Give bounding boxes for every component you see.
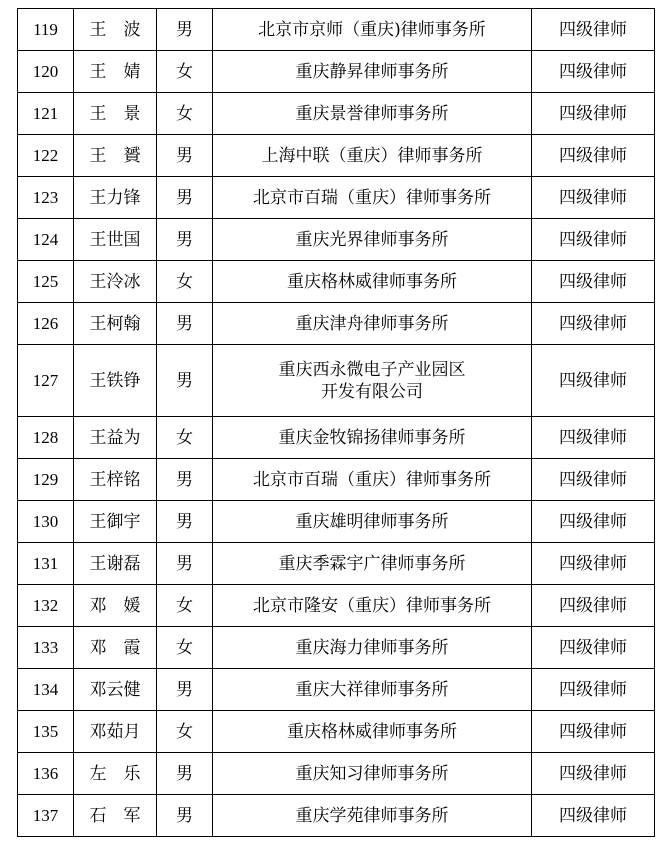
law-firm-line: 重庆季霖宇广律师事务所 — [278, 553, 466, 574]
lawyer-gender: 男 — [157, 459, 213, 501]
law-firm — [213, 135, 532, 177]
lawyer-name: 王谢磊 — [74, 543, 157, 585]
row-number: 123 — [18, 177, 74, 219]
law-firm-line: 重庆海力律师事务所 — [295, 637, 449, 658]
law-firm — [213, 585, 532, 627]
lawyer-name: 邓云健 — [74, 669, 157, 711]
table-row — [18, 417, 655, 459]
lawyer-gender: 女 — [157, 93, 213, 135]
row-number: 126 — [18, 303, 74, 345]
lawyer-level: 四级律师 — [532, 501, 655, 543]
lawyer-name: 邓 霞 — [74, 627, 157, 669]
table-row — [18, 795, 655, 837]
law-firm — [213, 459, 532, 501]
table-row — [18, 669, 655, 711]
law-firm-line: 重庆西永微电子产业园区 — [278, 359, 466, 380]
law-firm — [213, 501, 532, 543]
table-row — [18, 51, 655, 93]
law-firm — [213, 9, 532, 51]
row-number: 132 — [18, 585, 74, 627]
table-row — [18, 177, 655, 219]
lawyer-gender: 男 — [157, 303, 213, 345]
law-firm — [213, 219, 532, 261]
law-firm — [213, 669, 532, 711]
row-number: 130 — [18, 501, 74, 543]
law-firm-line: 重庆雄明律师事务所 — [295, 511, 449, 532]
lawyer-gender: 女 — [157, 261, 213, 303]
row-number: 127 — [18, 345, 74, 417]
lawyer-gender: 男 — [157, 669, 213, 711]
law-firm — [213, 417, 532, 459]
law-firm-line: 重庆光界律师事务所 — [295, 229, 449, 250]
law-firm-line: 重庆金牧锦扬律师事务所 — [278, 427, 466, 448]
row-number: 119 — [18, 9, 74, 51]
lawyer-name: 王铁铮 — [74, 345, 157, 417]
lawyer-name: 王梓铭 — [74, 459, 157, 501]
lawyer-gender: 女 — [157, 711, 213, 753]
lawyer-name: 王 婧 — [74, 51, 157, 93]
law-firm-line: 重庆津舟律师事务所 — [295, 313, 449, 334]
law-firm-line: 北京市隆安（重庆）律师事务所 — [253, 595, 491, 616]
lawyer-gender: 男 — [157, 177, 213, 219]
row-number: 136 — [18, 753, 74, 795]
lawyer-gender: 男 — [157, 795, 213, 837]
lawyer-level: 四级律师 — [532, 711, 655, 753]
lawyer-name: 王力锋 — [74, 177, 157, 219]
lawyer-gender: 男 — [157, 135, 213, 177]
row-number: 135 — [18, 711, 74, 753]
table-row — [18, 501, 655, 543]
law-firm — [213, 303, 532, 345]
lawyer-name: 王泠冰 — [74, 261, 157, 303]
lawyer-gender: 男 — [157, 345, 213, 417]
lawyer-name: 邓茹月 — [74, 711, 157, 753]
table-row — [18, 459, 655, 501]
law-firm-line: 北京市百瑞（重庆）律师事务所 — [253, 469, 491, 490]
table-row — [18, 261, 655, 303]
lawyer-gender: 女 — [157, 585, 213, 627]
law-firm-line: 重庆静昇律师事务所 — [295, 61, 449, 82]
table-row — [18, 219, 655, 261]
row-number: 137 — [18, 795, 74, 837]
table-row — [18, 93, 655, 135]
lawyer-level: 四级律师 — [532, 585, 655, 627]
law-firm — [213, 795, 532, 837]
table-row — [18, 627, 655, 669]
table-row — [18, 585, 655, 627]
law-firm — [213, 345, 532, 417]
row-number: 120 — [18, 51, 74, 93]
law-firm-line: 上海中联（重庆）律师事务所 — [261, 145, 483, 166]
lawyer-name: 王 波 — [74, 9, 157, 51]
lawyer-level: 四级律师 — [532, 753, 655, 795]
row-number: 125 — [18, 261, 74, 303]
law-firm-line: 北京市百瑞（重庆）律师事务所 — [253, 187, 491, 208]
lawyer-gender: 男 — [157, 753, 213, 795]
table-row — [18, 753, 655, 795]
lawyer-level: 四级律师 — [532, 543, 655, 585]
row-number: 128 — [18, 417, 74, 459]
lawyer-gender: 男 — [157, 543, 213, 585]
row-number: 129 — [18, 459, 74, 501]
row-number: 131 — [18, 543, 74, 585]
law-firm — [213, 543, 532, 585]
lawyer-level: 四级律师 — [532, 51, 655, 93]
lawyer-level: 四级律师 — [532, 459, 655, 501]
lawyer-gender: 男 — [157, 501, 213, 543]
law-firm-line: 重庆知习律师事务所 — [295, 763, 449, 784]
law-firm-line: 重庆格林威律师事务所 — [287, 721, 457, 742]
lawyer-level: 四级律师 — [532, 795, 655, 837]
lawyer-gender: 女 — [157, 51, 213, 93]
law-firm-line: 开发有限公司 — [321, 381, 423, 402]
lawyer-gender: 男 — [157, 219, 213, 261]
table-row — [18, 543, 655, 585]
lawyer-level: 四级律师 — [532, 177, 655, 219]
lawyer-name: 王 贇 — [74, 135, 157, 177]
table-row — [18, 345, 655, 417]
lawyer-name: 王 景 — [74, 93, 157, 135]
lawyer-name: 王御宇 — [74, 501, 157, 543]
law-firm — [213, 177, 532, 219]
lawyer-level: 四级律师 — [532, 261, 655, 303]
lawyer-level: 四级律师 — [532, 669, 655, 711]
table-row — [18, 711, 655, 753]
lawyer-gender: 男 — [157, 9, 213, 51]
lawyer-level: 四级律师 — [532, 135, 655, 177]
law-firm-line: 重庆大祥律师事务所 — [295, 679, 449, 700]
row-number: 122 — [18, 135, 74, 177]
law-firm-line: 重庆格林威律师事务所 — [287, 271, 457, 292]
lawyer-name: 石 军 — [74, 795, 157, 837]
lawyer-gender: 女 — [157, 627, 213, 669]
lawyer-level: 四级律师 — [532, 93, 655, 135]
law-firm-line: 重庆景誉律师事务所 — [295, 103, 449, 124]
lawyer-level: 四级律师 — [532, 303, 655, 345]
table-row — [18, 9, 655, 51]
lawyer-name: 王柯翰 — [74, 303, 157, 345]
row-number: 134 — [18, 669, 74, 711]
law-firm — [213, 711, 532, 753]
law-firm — [213, 51, 532, 93]
law-firm-line: 重庆学苑律师事务所 — [295, 805, 449, 826]
lawyer-roster-table — [17, 8, 655, 837]
table-row — [18, 303, 655, 345]
row-number: 133 — [18, 627, 74, 669]
lawyer-name: 王世国 — [74, 219, 157, 261]
law-firm — [213, 93, 532, 135]
roster-body — [18, 9, 655, 837]
row-number: 121 — [18, 93, 74, 135]
law-firm — [213, 261, 532, 303]
lawyer-level: 四级律师 — [532, 627, 655, 669]
row-number: 124 — [18, 219, 74, 261]
law-firm — [213, 627, 532, 669]
table-row — [18, 135, 655, 177]
law-firm-line: 北京市京师（重庆)律师事务所 — [258, 19, 486, 40]
lawyer-gender: 女 — [157, 417, 213, 459]
lawyer-name: 左 乐 — [74, 753, 157, 795]
lawyer-name: 邓 媛 — [74, 585, 157, 627]
lawyer-level: 四级律师 — [532, 345, 655, 417]
lawyer-name: 王益为 — [74, 417, 157, 459]
lawyer-level: 四级律师 — [532, 9, 655, 51]
law-firm — [213, 753, 532, 795]
lawyer-level: 四级律师 — [532, 417, 655, 459]
lawyer-level: 四级律师 — [532, 219, 655, 261]
